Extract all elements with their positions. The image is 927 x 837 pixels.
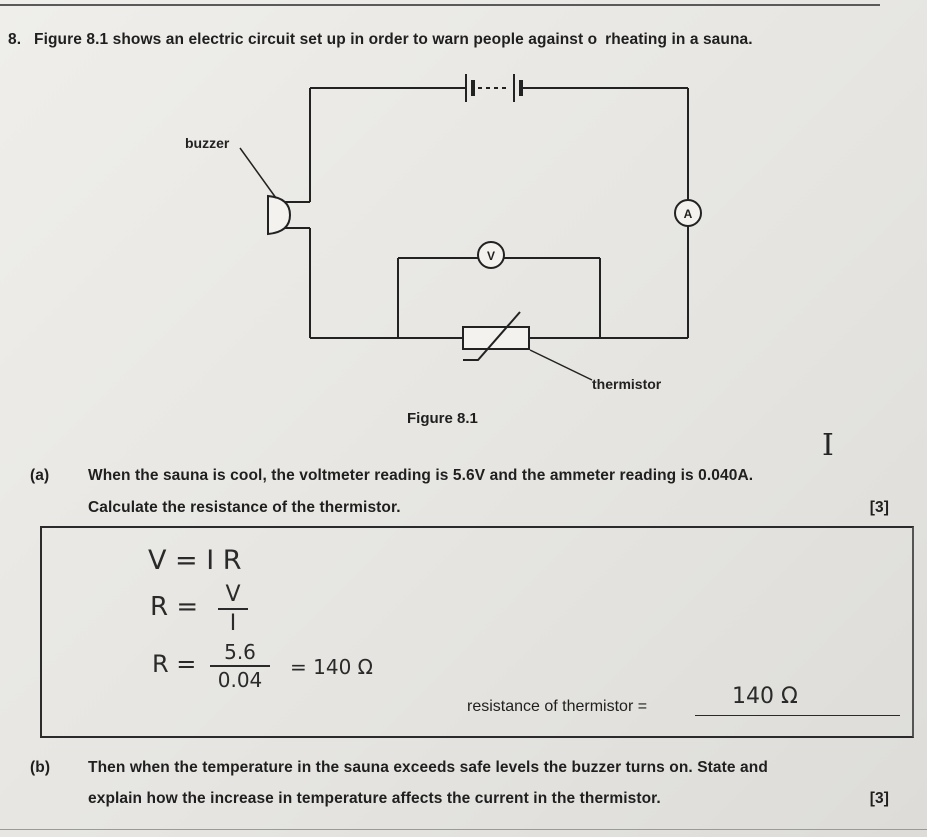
question-stem: Figure 8.1 shows an electric circuit set up in order to warn people against o rheating in a sauna. <box>34 31 753 48</box>
answer-label: resistance of thermistor = <box>467 698 648 715</box>
working-fraction-v-over-i <box>218 582 248 636</box>
buzzer-leader-line <box>240 148 276 198</box>
working-line-formula: V = I R <box>148 545 242 576</box>
bottom-rule <box>0 829 927 830</box>
part-a-instruction: Calculate the resistance of the thermistor. <box>88 499 401 516</box>
ammeter-label: A <box>683 207 693 221</box>
working-line-substitution-lhs: R = <box>152 650 197 678</box>
fraction-numerator: 5.6 <box>224 640 256 664</box>
part-b-label: (b) <box>30 759 51 776</box>
answer-value: 140 Ω <box>732 684 798 709</box>
part-b-question-text-line2: explain how the increase in temperature affects the current in the thermistor. <box>88 790 661 807</box>
ammeter-symbol <box>675 200 701 226</box>
thermistor-leader-line <box>530 350 592 380</box>
part-a-marks: [3] <box>869 499 889 516</box>
battery-symbol <box>466 74 521 102</box>
working-fraction-values <box>210 640 270 692</box>
fraction-numerator: V <box>225 582 241 607</box>
fraction-denominator: 0.04 <box>217 668 263 692</box>
buzzer-label: buzzer <box>185 135 230 151</box>
buzzer-symbol <box>268 196 310 234</box>
fraction-bar <box>210 665 270 667</box>
voltmeter-symbol <box>478 242 504 268</box>
handwritten-annotation: I <box>822 428 834 463</box>
thermistor-label: thermistor <box>592 376 662 392</box>
fraction-bar <box>218 608 248 610</box>
fraction-denominator: I <box>229 611 237 636</box>
thermistor-symbol <box>463 308 529 360</box>
question-number: 8. <box>8 31 22 48</box>
voltmeter-label: V <box>486 249 496 263</box>
part-a-question-text: When the sauna is cool, the voltmeter reading is 5.6V and the ammeter reading is 0.040A. <box>88 467 754 484</box>
working-result: = 140 Ω <box>290 655 373 679</box>
top-rule <box>0 4 880 6</box>
circuit-diagram <box>160 60 720 405</box>
figure-caption: Figure 8.1 <box>407 410 478 427</box>
part-b-question-text-line1: Then when the temperature in the sauna exceeds safe levels the buzzer turns on. State and <box>88 759 768 776</box>
part-a-label: (a) <box>30 467 50 484</box>
answer-line[interactable] <box>695 715 900 716</box>
part-b-marks: [3] <box>869 790 889 807</box>
working-line-rearranged-lhs: R = <box>150 592 199 622</box>
